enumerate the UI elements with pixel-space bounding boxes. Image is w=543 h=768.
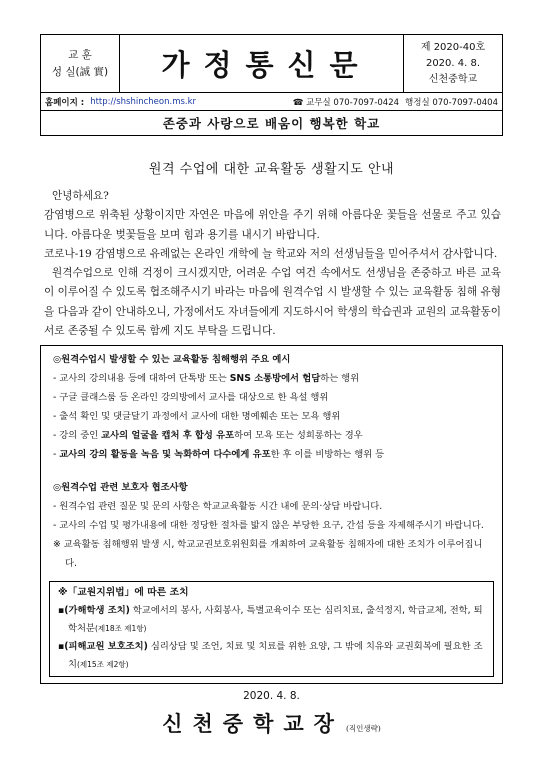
body-paragraph: 감염병으로 위축된 상황이지만 자연은 마음에 위안을 주기 위해 아름다운 꽃들을 선물로 주고 있습니다. 아름다운 벚꽃들을 보며 힘과 용기를 내시기 바랍니다. xyxy=(44,209,501,241)
guidance-box xyxy=(40,345,503,684)
list-item: - 교사의 강의내용 등에 대하여 단톡방 또는 SNS 소통방에서 험담하는 행위 xyxy=(53,373,360,385)
school-slogan: 존중과 사랑으로 배움이 행복한 학교 xyxy=(162,116,381,131)
newsletter-title: 가정통신문 xyxy=(161,48,372,82)
law-title: ※「교원지위법」에 따른 조치 xyxy=(58,587,189,599)
list-item: ▪(피해교원 보호조치) 심리상담 및 조언, 치료 및 치료를 위한 요양, 그 밖에 치유와 교권회복에 필요한 조치(제15조 제2항) xyxy=(58,641,483,671)
infringement-examples-list xyxy=(53,369,494,464)
seal-omitted: (직인생략) xyxy=(345,724,381,734)
list-item: ▪(가해학생 조치) 학교에서의 봉사, 사회봉사, 특별교육이수 또는 심리치료, 출석정지, 학급교체, 전학, 퇴학처분(제18조 제1항) xyxy=(58,605,483,635)
homepage-label: 홈페이지 : xyxy=(45,97,85,108)
school-motto xyxy=(41,35,120,92)
motto-label: 교 훈 xyxy=(68,48,92,61)
issue-info xyxy=(403,35,502,92)
contact-row xyxy=(41,93,502,111)
issue-number: 제 2020-40호 xyxy=(420,41,486,53)
issue-date: 2020. 4. 8. xyxy=(425,57,481,69)
list-item: - 교사의 수업 및 평가내용에 대한 정당한 절차를 밟지 않은 부당한 요구, 간섭 등을 자제해주시기 바랍니다. xyxy=(53,520,484,532)
list-item: - 원격수업 관련 질문 및 문의 사항은 학교교육활동 시간 내에 문의·상담 바랍니다. xyxy=(53,501,383,513)
school-name: 신천중학교 xyxy=(428,73,478,85)
principal-name: 신천중학교장 xyxy=(162,711,344,737)
list-item: - 출석 확인 및 댓글달기 과정에서 교사에 대한 명예훼손 또는 모욕 행위 xyxy=(53,411,341,423)
header-top-row xyxy=(41,35,502,93)
admin-phone: 행정실 070-7097-0404 xyxy=(405,97,498,108)
body-paragraph: 원격수업으로 인해 걱정이 크시겠지만, 어려운 수업 여건 속에서도 선생님을 존중하고 바른 교육이 이루어질 수 있도록 협조해주시기 바라는 마음에 원격수업 시 발생할 수 있는 교육활동 침해 유형을 다음과 같이 안내하오니, 가정에서도 자녀들에게 지도하시어 학생의 학습권과 교원의 교육활동이 서로 존중될 수 있도록 함께 지도 부탁을 드립니다. xyxy=(44,267,501,338)
list-item: - 교사의 강의 활동을 녹음 및 녹화하여 다수에게 유포한 후 이를 비방하는 행위 등 xyxy=(53,449,385,461)
list-item: - 구글 클래스룸 등 온라인 강의방에서 교사를 대상으로 한 욕설 행위 xyxy=(53,392,329,404)
notice-title: 원격 수업에 대한 교육활동 생활지도 안내 xyxy=(148,162,395,177)
list-item: - 강의 중인 교사의 얼굴을 캡처 후 합성 유포하여 모욕 또는 성희롱하는 경우 xyxy=(53,430,363,442)
infringement-examples-title: ◎원격수업시 발생할 수 있는 교육활동 침해행위 주요 예시 xyxy=(53,354,291,366)
body-paragraph: 코로나-19 감염병으로 유례없는 온라인 개학에 늘 학교와 저의 선생님들을 믿어주셔서 감사합니다. xyxy=(44,247,498,260)
notice-body xyxy=(40,187,503,341)
office-phone: ☎ 교무실 070-7097-0424 xyxy=(292,97,400,108)
footer-date: 2020. 4. 8. xyxy=(243,690,300,703)
list-item: ※ 교육활동 침해행위 발생 시, 학교교권보호위원회를 개최하여 교육활동 침해자에 대한 조치가 이루어집니다. xyxy=(53,539,483,570)
newsletter-page xyxy=(40,34,503,738)
principal-signature xyxy=(40,708,503,738)
guardian-cooperation-list xyxy=(53,497,494,573)
homepage-link[interactable]: http://shshincheon.ms.kr xyxy=(90,96,197,107)
newsletter-header xyxy=(40,34,503,136)
guardian-cooperation-title: ◎원격수업 관련 보호자 협조사항 xyxy=(53,482,188,494)
greeting: 안녕하세요? xyxy=(52,190,109,202)
teacher-status-act-box xyxy=(49,581,494,677)
motto-value: 성 실(誠 實) xyxy=(51,65,109,78)
